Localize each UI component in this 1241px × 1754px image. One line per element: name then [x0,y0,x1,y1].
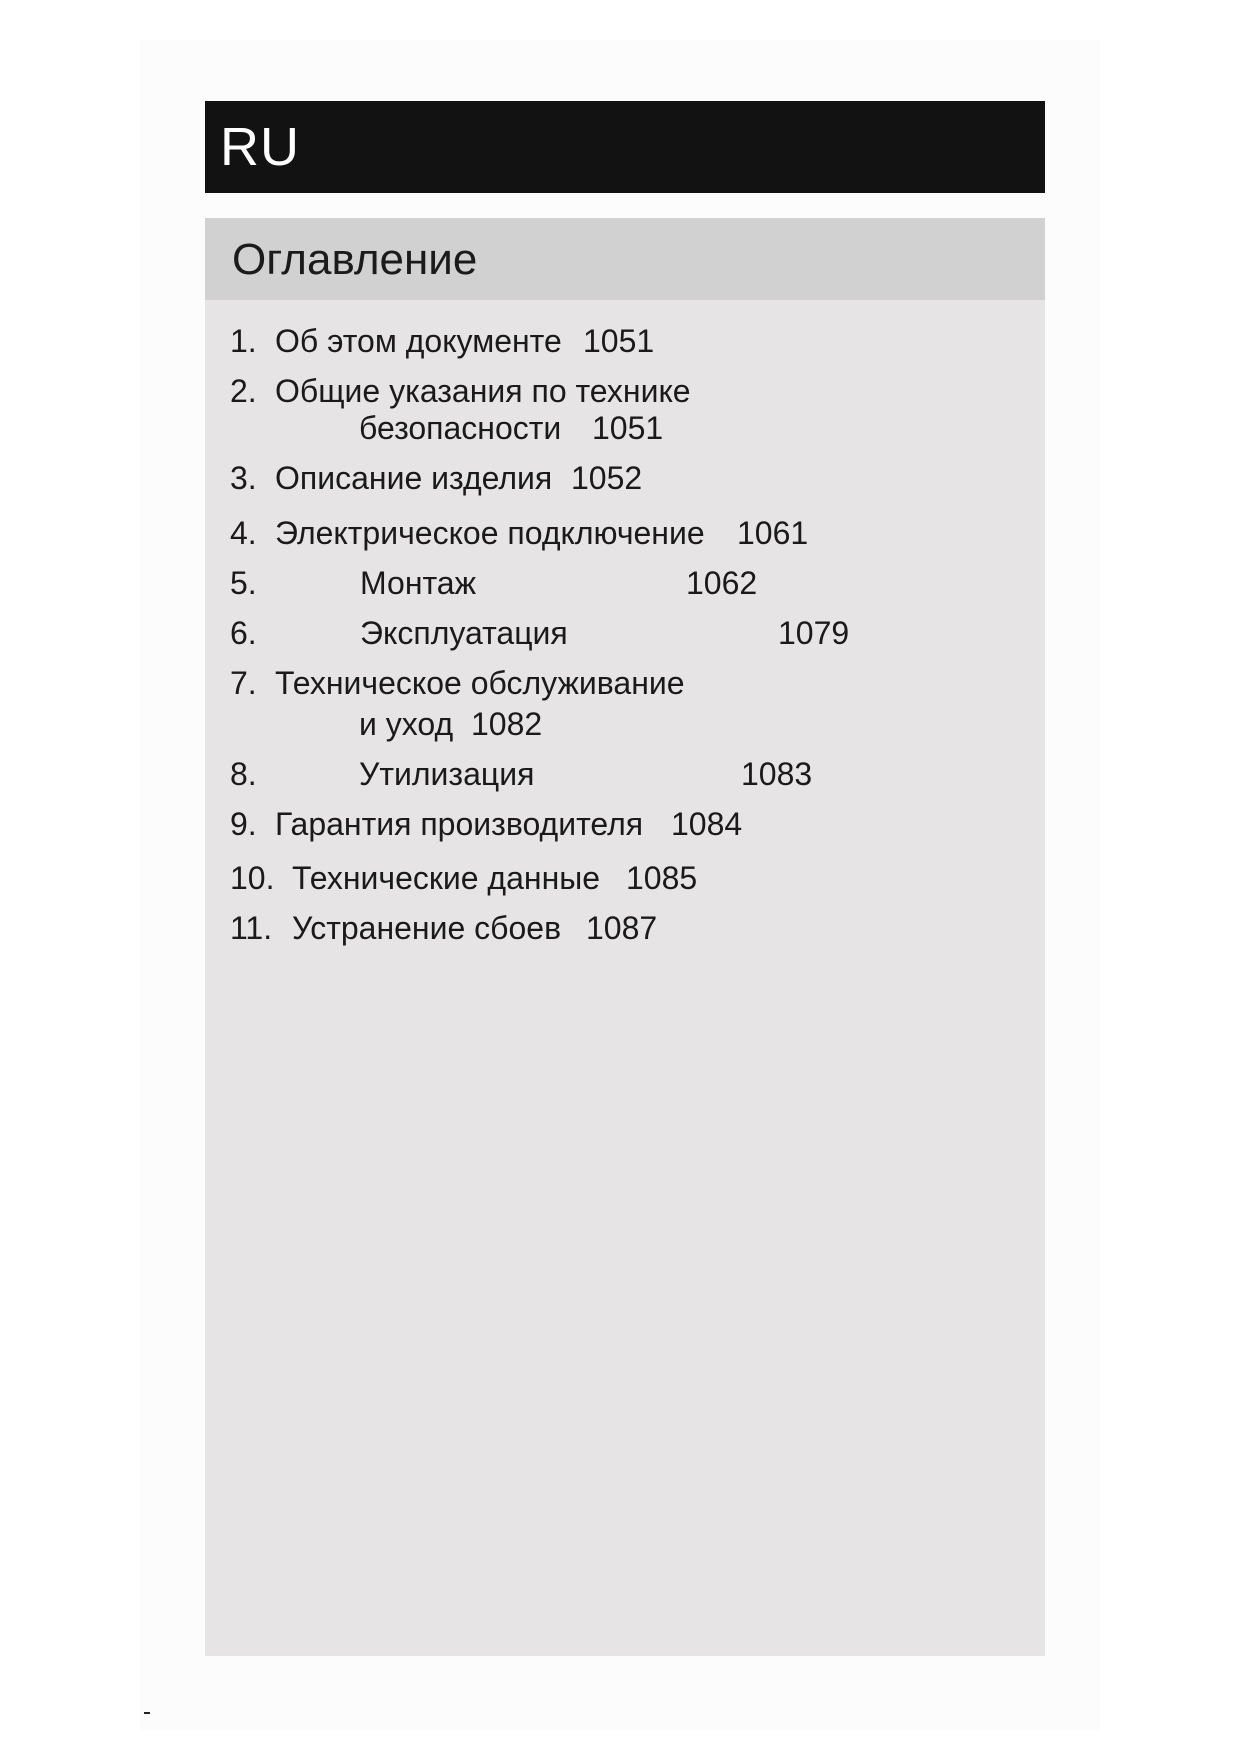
toc-item-page: 1087 [586,910,658,946]
toc-item-title: Техническое обслуживание [275,665,685,701]
toc-item-number: 1. [230,323,257,359]
toc-item-title: Утилизация [359,756,535,792]
toc-item-title-continuation: безопасности [359,410,562,446]
toc-item-title: Устранение сбоев [292,910,562,946]
toc-item-page: 1051 [583,323,655,359]
toc-item-number: 5. [230,565,257,601]
language-header-bar [205,101,1045,193]
toc-item-title: Технические данные [292,860,601,896]
toc-item-title: Об этом документе [275,323,562,359]
toc-item-page: 1079 [778,615,850,651]
toc-item-page: 1061 [737,515,809,551]
toc-item-title: Эксплуатация [360,615,568,651]
table-of-contents-panel [205,218,1045,1656]
toc-item-page: 1084 [671,806,743,842]
toc-item-page: 1083 [741,756,813,792]
toc-item-page: 1052 [571,460,643,496]
toc-item-number: 11. [230,910,273,946]
toc-item-title: Общие указания по технике [275,373,691,409]
toc-item-number: 7. [230,665,257,701]
toc-item-number: 6. [230,615,257,651]
toc-item-title: Описание изделия [275,460,553,496]
toc-item-number: 3. [230,460,257,496]
toc-item-title: Монтаж [360,565,476,601]
toc-item-number: 10. [230,860,275,896]
language-code: RU [220,117,300,177]
toc-item-number: 2. [230,373,257,409]
page-margin-mark [144,1712,150,1714]
toc-item-page: 1085 [626,860,698,896]
toc-item-page: 1051 [592,410,664,446]
toc-heading: Оглавление [232,235,478,284]
toc-item-number: 8. [230,756,257,792]
toc-item-page: 1062 [686,565,758,601]
toc-item-number: 4. [230,515,257,551]
toc-item-page: 1082 [471,706,543,742]
toc-item-title: Электрическое подключение [275,515,705,551]
toc-item-number: 9. [230,806,257,842]
toc-heading-bar [205,218,1045,300]
toc-item-title: Гарантия производителя [275,806,644,842]
toc-item-title-continuation: и уход [359,706,454,742]
